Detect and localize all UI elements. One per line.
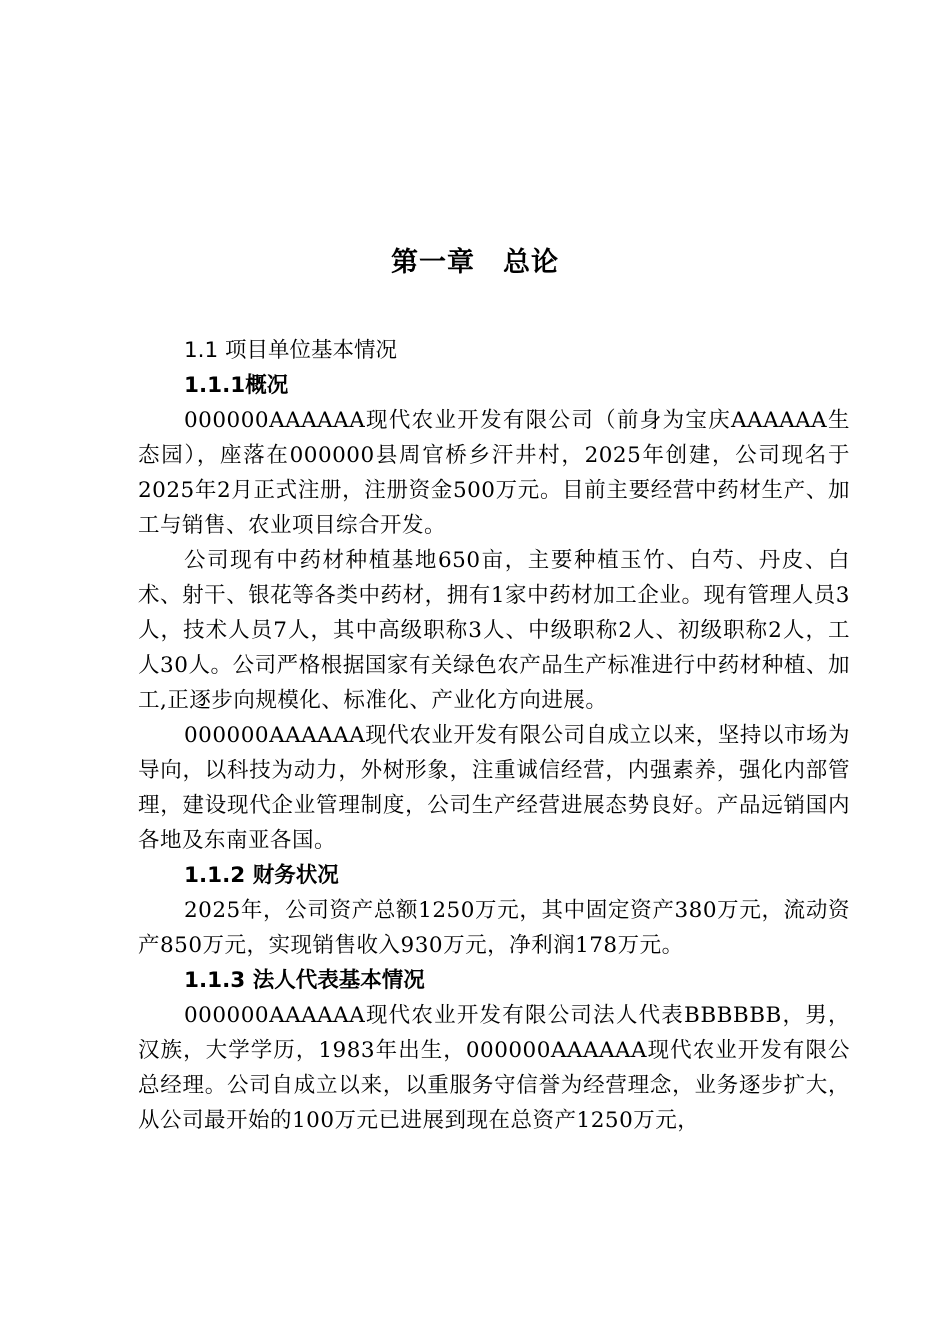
finance-paragraph: 2025年，公司资产总额1250万元，其中固定资产380万元，流动资产850万元，实现销售收入930万元，净利润178万元。 (138, 898, 850, 958)
section-heading-1-1-2: 1.1.2 财务状况 (184, 863, 339, 888)
overview-paragraph-2: 公司现有中药材种植基地650亩，主要种植玉竹、白芍、丹皮、白术、射干、银花等各类中药材，拥有1家中药材加工企业。现有管理人员3人，技术人员7人，其中高级职称3人、中级职称2人、初级职称2人，工人30人。公司严格根据国家有关绿色农产品生产标准进行中药材种植、加工,正逐步向规模化、标准化、产业化方向进展。 (138, 548, 850, 713)
overview-paragraph-1: 000000AAAAAA现代农业开发有限公司（前身为宝庆AAAAAA生态园），座落在000000县周官桥乡汗井村，2025年创建，公司现名于2025年2月正式注册，注册资金500万元。目前主要经营中药材生产、加工与销售、农业项目综合开发。 (138, 408, 850, 538)
section-heading-1-1: 1.1 项目单位基本情况 (184, 338, 398, 363)
overview-paragraph-3: 000000AAAAAA现代农业开发有限公司自成立以来，坚持以市场为导向，以科技为动力，外树形象，注重诚信经营，内强素养，强化内部管理，建设现代企业管理制度，公司生产经营进展态势良好。产品远销国内各地及东南亚各国。 (138, 723, 850, 853)
chapter-title: 第一章 总论 (391, 247, 559, 278)
section-heading-1-1-1: 1.1.1概况 (184, 373, 289, 398)
legal-rep-paragraph: 000000AAAAAA现代农业开发有限公司法人代表BBBBBB，男，汉族，大学学历，1983年出生，000000AAAAAA现代农业开发有限公总经理。公司自成立以来，以重服务守信誉为经营理念，业务逐步扩大，从公司最开始的100万元已进展到现在总资产1250万元， (138, 1003, 850, 1133)
document-body (138, 333, 850, 1138)
section-heading-1-1-3: 1.1.3 法人代表基本情况 (184, 968, 425, 993)
